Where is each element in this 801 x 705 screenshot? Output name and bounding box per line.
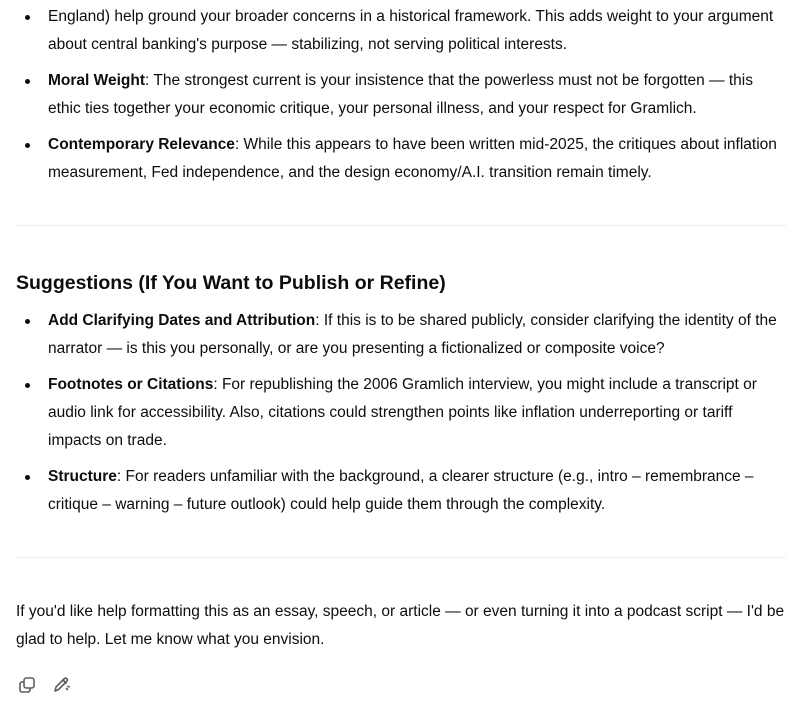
list-item (16, 131, 786, 187)
section-heading: Suggestions (If You Want to Publish or Refine) (16, 272, 446, 294)
list-item-title: Moral Weight (48, 72, 146, 89)
list-item (16, 3, 786, 59)
message-actions (16, 674, 72, 696)
copy-button[interactable] (16, 674, 38, 696)
list-item-text: : While this appears to have been written mid-2025, the critiques about inflation measurement, Fed independence, and the design economy/A.I. transition remain timely. (48, 136, 777, 181)
message-content (16, 0, 786, 654)
list-item (16, 463, 786, 519)
section1-list (16, 0, 786, 56)
section1-items (16, 67, 786, 187)
list-item-text: : The strongest current is your insistence that the powerless must not be forgotten — this ethic ties together your economic critique, your personal illness, and your respect for Gramlich. (48, 72, 753, 117)
copy-icon (17, 675, 37, 695)
list-item-text: : For readers unfamiliar with the background, a clearer structure (e.g., intro – remembrance – critique – warning – future outlook) could help guide them through the complexity. (48, 468, 754, 513)
list-item-text: : If this is to be shared publicly, consider clarifying the identity of the narrator — is this you personally, or are you presenting a fictionalized or composite voice? (48, 312, 777, 357)
list-item (16, 307, 786, 363)
divider (16, 225, 786, 226)
list-item-title: Footnotes or Citations (48, 376, 214, 393)
closing-paragraph: If you'd like help formatting this as an essay, speech, or article — or even turning it into a podcast script — I'd be glad to help. Let me know what you envision. (16, 603, 785, 648)
edit-pencil-icon (51, 675, 71, 695)
list-item (16, 371, 786, 455)
divider (16, 557, 786, 558)
section2-list (16, 307, 786, 519)
list-item (16, 67, 786, 123)
list-item-text: : For republishing the 2006 Gramlich interview, you might include a transcript or audio link for accessibility. Also, citations could strengthen points like inflation underreporting or tariff impacts on trade. (48, 376, 757, 449)
edit-button[interactable] (50, 674, 72, 696)
list-item-title: Structure (48, 468, 117, 485)
list-item-title: Contemporary Relevance (48, 136, 235, 153)
list-item-text: England) help ground your broader concerns in a historical framework. This adds weight to your argument about central banking's purpose — stabilizing, not serving political interests. (48, 8, 774, 53)
list-item-title: Add Clarifying Dates and Attribution (48, 312, 316, 329)
